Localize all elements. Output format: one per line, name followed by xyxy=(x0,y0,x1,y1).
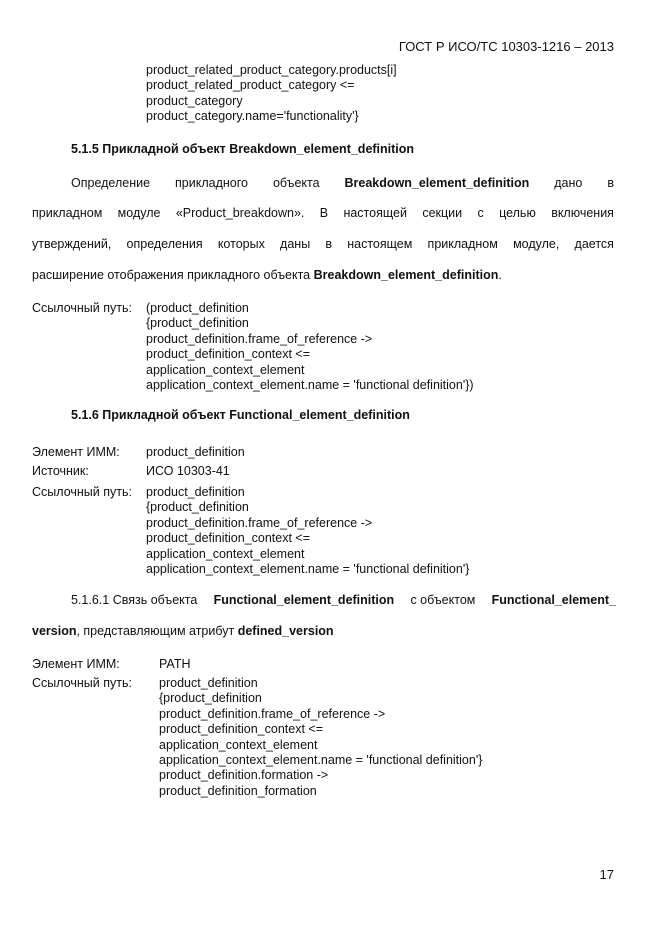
imm-element-value: PATH xyxy=(159,657,191,671)
code-line: product_definition.frame_of_reference -> xyxy=(146,515,373,530)
word: в xyxy=(325,237,333,251)
code-line: application_context_element xyxy=(159,737,318,752)
imm-element-label: Элемент ИММ: xyxy=(32,657,120,671)
section-5-1-5-heading xyxy=(71,142,414,157)
heading-object: Breakdown_element_definition xyxy=(229,142,415,156)
document-header: ГОСТ Р ИСО/ТС 10303-1216 – 2013 xyxy=(398,39,614,54)
code-line: application_context_element.name = 'functional definition'}) xyxy=(146,378,474,393)
paragraph-text: расширение отображения прикладного объекта xyxy=(32,268,311,282)
ref-path-label: Ссылочный путь: xyxy=(32,301,132,315)
heading-prefix: 5.1.6 Прикладной объект xyxy=(71,408,226,422)
code-line: product_definition xyxy=(146,485,245,499)
word: включения xyxy=(551,206,614,220)
ref-path-block xyxy=(146,485,469,577)
code-line: product_definition.frame_of_reference -> xyxy=(146,331,373,346)
word: которых xyxy=(217,237,265,251)
imm-element-label: Элемент ИММ: xyxy=(32,445,120,459)
code-line: product_category.name='functionality'} xyxy=(146,109,359,124)
source-value: ИСО 10303-41 xyxy=(146,464,230,478)
word: Определение xyxy=(71,176,151,190)
heading-prefix: 5.1.5 Прикладной объект xyxy=(71,142,226,156)
relation-mid: с объектом xyxy=(410,593,476,607)
ref-path-label: Ссылочный путь: xyxy=(32,676,132,690)
word: модуле, xyxy=(513,237,560,251)
word: определения xyxy=(126,237,203,251)
ref-path-block xyxy=(146,301,474,393)
word: утверждений, xyxy=(32,237,112,251)
code-line: product_definition_context <= xyxy=(146,531,311,546)
paragraph-line-2 xyxy=(32,206,614,221)
word: целью xyxy=(499,206,536,220)
word: секции xyxy=(422,206,463,220)
code-line: application_context_element xyxy=(146,546,305,561)
relation-line-2 xyxy=(32,624,334,639)
code-line: product_related_product_category <= xyxy=(146,78,355,93)
relation-text: , представляющим атрибут xyxy=(76,624,235,638)
word: модуле xyxy=(117,206,161,220)
word: прикладном xyxy=(427,237,498,251)
relation-line-1 xyxy=(71,593,616,608)
imm-element-value: product_definition xyxy=(146,445,245,459)
word: прикладного xyxy=(175,176,248,190)
object-name: Functional_element_definition xyxy=(213,593,395,607)
word: настоящей xyxy=(343,206,407,220)
word: В xyxy=(319,206,329,220)
word: объекта xyxy=(272,176,320,190)
paragraph-line-3 xyxy=(32,237,614,252)
code-line: (product_definition xyxy=(146,301,249,315)
source-label: Источник: xyxy=(32,464,89,478)
code-line: product_category xyxy=(146,93,243,108)
word: даны xyxy=(280,237,311,251)
ref-path-block xyxy=(159,676,482,799)
word: в xyxy=(607,176,614,190)
section-5-1-6-heading xyxy=(71,408,410,423)
word: дается xyxy=(574,237,614,251)
object-name: version xyxy=(32,624,77,638)
code-line: application_context_element xyxy=(146,362,305,377)
code-line: product_definition_formation xyxy=(159,783,317,798)
code-line: {product_definition xyxy=(159,691,262,706)
object-name: Functional_element_ xyxy=(491,593,616,607)
code-line: product_definition_context <= xyxy=(159,722,324,737)
word: дано xyxy=(554,176,583,190)
top-code-block xyxy=(146,63,397,125)
object-name: Breakdown_element_definition xyxy=(313,268,499,282)
word: прикладном xyxy=(32,206,103,220)
code-line: {product_definition xyxy=(146,316,249,331)
attribute-name: defined_version xyxy=(237,624,334,638)
relation-prefix: 5.1.6.1 Связь объекта xyxy=(71,593,198,607)
object-name: Breakdown_element_definition xyxy=(344,176,530,190)
code-line: product_related_product_category.products[i] xyxy=(146,63,397,77)
paragraph-line-1 xyxy=(71,176,614,191)
heading-object: Functional_element_definition xyxy=(229,408,410,422)
code-line: product_definition xyxy=(159,676,258,690)
period: . xyxy=(498,268,502,282)
word: с xyxy=(477,206,484,220)
paragraph-line-4 xyxy=(32,268,502,283)
code-line: application_context_element.name = 'functional definition'} xyxy=(146,562,470,577)
code-line: application_context_element.name = 'functional definition'} xyxy=(159,753,483,768)
code-line: product_definition_context <= xyxy=(146,347,311,362)
code-line: product_definition.formation -> xyxy=(159,768,329,783)
code-line: product_definition.frame_of_reference -> xyxy=(159,706,386,721)
word: «Product_breakdown». xyxy=(175,206,305,220)
ref-path-label: Ссылочный путь: xyxy=(32,485,132,499)
page-number: 17 xyxy=(599,867,614,882)
word: настоящем xyxy=(347,237,413,251)
code-line: {product_definition xyxy=(146,500,249,515)
